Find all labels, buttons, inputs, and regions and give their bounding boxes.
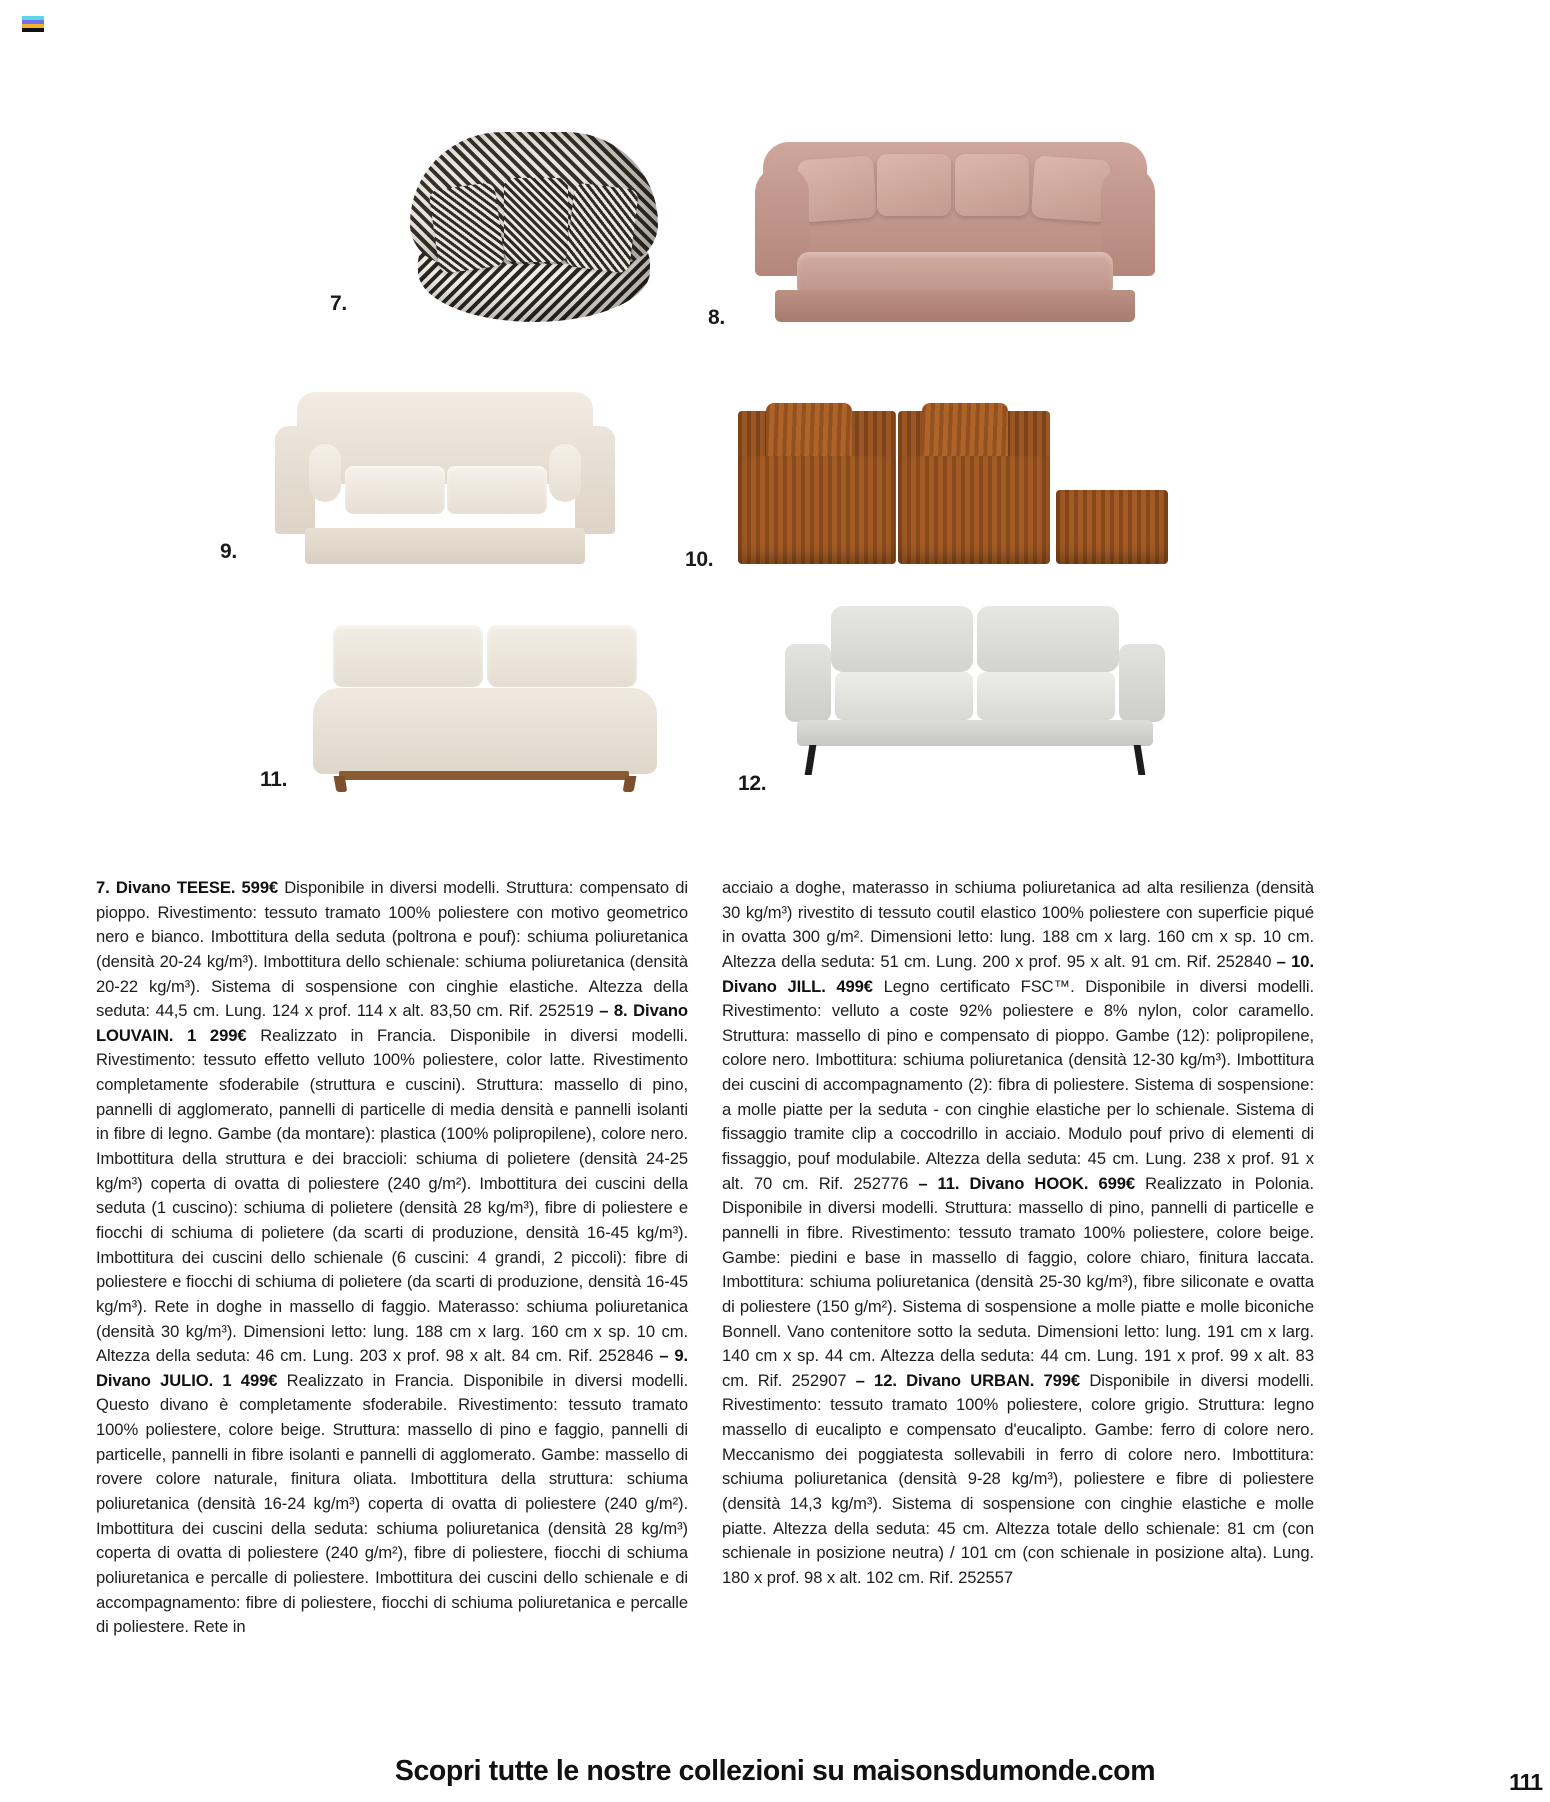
product-number-9: 9. [220, 540, 237, 563]
jill-modular-sofa-illustration [738, 387, 1168, 572]
julio-sofa-illustration [275, 392, 615, 572]
product-text-10: Legno certificato FSC™. Disponibile in diversi modelli. Rivestimento: velluto a coste 92% poliestere e 8% nylon, color caramello. Struttura: massello di pino e compensato di pioppo. Gambe (12): polipropilene, colore nero. Imbottitura: schiuma poliuretanica (densità 12-30 kg/m³). Imbottitura dei cuscini di accompagnamento (2): fibra di poliestere. Sistema di sospensione: a molle piatte per la seduta - con cinghie elastiche per lo schienale. Sistema di fissaggio tramite clip a coccodrillo in acciaio. Modulo pouf privo di elementi di fissaggio, pouf modulabile. Altezza della seduta: 45 cm. Lung. 238 x prof. 91 x alt. 70 cm. Rif. 252776 [722, 976, 1314, 1193]
product-text-9-continued: acciaio a doghe, materasso in schiuma poliuretanica ad alta resilienza (densità 30 kg/m³) rivestito di tessuto coutil elastico 100% poliestere con superficie piqué in ovatta 300 g/m². Dimensioni letto: lung. 188 cm x larg. 160 cm x sp. 10 cm. Altezza della seduta: 51 cm. Lung. 200 x prof. 95 x alt. 91 cm. Rif. 252840 [722, 878, 1314, 971]
product-label-8: – 8. Divano LOUVAIN. 1 299€ [96, 1001, 688, 1045]
product-descriptions [0, 876, 1550, 1640]
description-column-right [722, 876, 1314, 1640]
product-label-12: – 12. Divano URBAN. 799€ [855, 1370, 1081, 1390]
footer-tagline[interactable]: Scopri tutte le nostre collezioni su maisonsdumonde.com [394, 1755, 1156, 1787]
footer [0, 1755, 1550, 1788]
description-column-left [96, 876, 688, 1640]
product-image-11[interactable] [260, 602, 680, 792]
product-label-7: 7. Divano TEESE. 599€ [96, 878, 279, 897]
product-image-12[interactable] [738, 594, 1180, 795]
product-number-7: 7. [330, 292, 347, 315]
description-paragraph-right [722, 876, 1314, 1591]
product-image-8[interactable] [708, 92, 1170, 329]
product-number-12: 12. [738, 772, 767, 795]
product-label-10: – 10. Divano JILL. 499€ [722, 951, 1314, 996]
product-image-7[interactable] [330, 92, 700, 322]
product-gallery [0, 82, 1550, 872]
product-text-11: Realizzato in Polonia. Disponibile in diversi modelli. Struttura: massello di pino, pannelli di particelle e pannelli in fibre. Rivestimento: tessuto tramato 100% poliestere, colore beige. Gambe: piedini e base in massello di faggio, colore chiaro, finitura laccata. Imbottitura: schiuma poliuretanica (densità 25-30 kg/m³), fibre siliconate e ovatta di poliestere (150 g/m²). Sistema di sospensione a molle piatte e molle biconiche Bonnell. Vano contenitore sotto la seduta. Dimensioni letto: lung. 191 cm x larg. 140 cm x sp. 44 cm. Altezza della seduta: 44 cm. Lung. 191 x prof. 99 x alt. 83 cm. Rif. 252907 [722, 1173, 1314, 1390]
urban-sofa-illustration [785, 602, 1165, 792]
page-number: 111 [1509, 1769, 1542, 1795]
louvain-sofa-illustration [755, 132, 1155, 322]
product-label-11: – 11. Divano HOOK. 699€ [918, 1173, 1136, 1193]
product-text-8: Realizzato in Francia. Disponibile in diversi modelli. Rivestimento: tessuto effetto velluto 100% poliestere, color latte. Rivestimento completamente sfoderabile (struttura e cuscini). Struttura: massello di pino, pannelli di agglomerato, pannelli di particelle di media densità e pannelli isolanti in fibre di legno. Gambe (da montare): plastica (100% polipropilene), colore nero. Imbottitura della struttura e dei braccioli: schiuma di polietere (densità 24-25 kg/m³) coperta di ovatta di poliestere (240 g/m²). Imbottitura dei cuscini della seduta (1 cuscino): schiuma di polietere (densità 28 kg/m³), fibre di poliestere e fiocchi di schiuma di polietere (da scarti di produzione, densità 16-45 kg/m³). Imbottitura dei cuscini dello schienale (6 cuscini: 4 grandi, 2 piccoli): fibre di poliestere e fiocchi di schiuma di polietere (da scarti di produzione, densità 16-45 kg/m³). Rete in doghe in massello di faggio. Materasso: schiuma poliuretanica (densità 30 kg/m³). Dimensioni letto: lung. 188 cm x larg. 160 cm x sp. 10 cm. Altezza della seduta: 46 cm. Lung. 203 x prof. 98 x alt. 84 cm. Rif. 252846 [96, 1025, 689, 1366]
product-label-9: – 9. Divano JULIO. 1 499€ [96, 1346, 688, 1390]
product-image-9[interactable] [220, 347, 630, 572]
product-number-11: 11. [260, 768, 288, 791]
product-text-12: Disponibile in diversi modelli. Rivestimento: tessuto tramato 100% poliestere, colore grigio. Struttura: legno massello di eucalipto e compensato d'eucalipto. Gambe: ferro di colore nero. Meccanismo dei poggiatesta sollevabili in ferro di colore nero. Imbottitura: schiuma poliuretanica (densità 9-28 kg/m³), poliestere e fibre di poliestere (densità 14,3 kg/m³). Sistema di sospensione con cinghie elastiche e molle piatte. Altezza della seduta: 45 cm. Altezza totale dello schienale: 81 cm (con schienale in posizione neutra) / 101 cm (con schienale in posizione alta). Lung. 180 x prof. 98 x alt. 102 cm. Rif. 252557 [722, 1370, 1314, 1587]
hook-sofa-bed-illustration [305, 617, 665, 792]
product-number-8: 8. [708, 306, 725, 329]
product-number-10: 10. [685, 548, 714, 571]
product-text-9: Realizzato in Francia. Disponibile in diversi modelli. Questo divano è completamente sfoderabile. Rivestimento: tessuto tramato 100% poliestere, colore beige. Struttura: massello di pino e faggio, pannelli di particelle, pannelli in fibre isolanti e pannelli di agglomerato. Gambe: massello di rovere colore naturale, finitura oliata. Imbottitura della struttura: schiuma poliuretanica (densità 16-24 kg/m³) coperta di ovatta di poliestere (240 g/m²). Imbottitura dei cuscini della seduta: schiuma poliuretanica (densità 28 kg/m³) coperta di ovatta di poliestere (240 g/m²), fibre di poliestere, fiocchi di schiuma poliuretanica e percalle di poliestere. Imbottitura dei cuscini dello schienale e di accompagnamento: fibre di poliestere, fiocchi di schiuma poliuretanica e percalle di poliestere. Rete in [96, 1370, 688, 1637]
description-paragraph-left [96, 876, 688, 1640]
product-text-7: Disponibile in diversi modelli. Struttura: compensato di pioppo. Rivestimento: tessuto tramato 100% poliestere con motivo geometrico nero e bianco. Imbottitura della seduta (poltrona e pouf): schiuma poliuretanica (densità 20-24 kg/m³). Imbottitura dello schienale: schiuma poliuretanica (densità 20-22 kg/m³). Sistema di sospensione con cinghie elastiche. Altezza della seduta: 44,5 cm. Lung. 124 x prof. 114 x alt. 83,50 cm. Rif. 252519 [96, 878, 688, 1021]
color-registration-mark-icon [22, 16, 44, 32]
teese-swivel-chair-illustration [400, 112, 670, 322]
product-image-10[interactable] [685, 347, 1180, 572]
